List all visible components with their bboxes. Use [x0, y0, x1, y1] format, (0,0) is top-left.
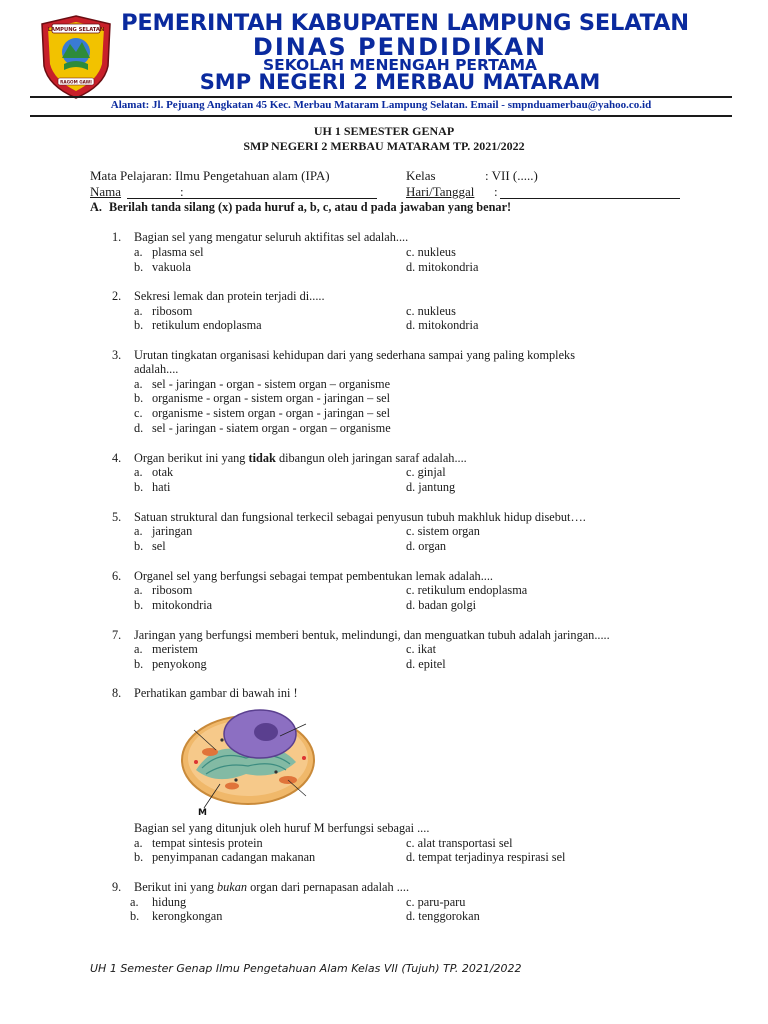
subject-label: Mata Pelajaran: Ilmu Pengetahuan alam (IPA) [90, 168, 330, 183]
option-c: c. alat transportasi sel [406, 836, 513, 850]
question-text: Sekresi lemak dan protein terjadi di..... [134, 289, 325, 303]
option-d: d. jantung [406, 480, 456, 494]
option-d: d. mitokondria [406, 318, 479, 332]
lampung-selatan-emblem [38, 14, 114, 100]
exam-subtitle: SMP NEGERI 2 MERBAU MATARAM TP. 2021/2022 [243, 139, 525, 153]
question-text-continued: Bagian sel yang ditunjuk oleh huruf M berfungsi sebagai .... [134, 821, 430, 835]
option-a: a. sel - jaringan - organ - sistem organ – organisme [134, 377, 391, 391]
question-number: 6. [112, 569, 122, 583]
school-address: Alamat: Jl. Pejuang Angkatan 45 Kec. Merbau Mataram Lampung Selatan. Email - smpnduamerbau@yahoo.co.id [110, 99, 652, 111]
name-underline [127, 198, 377, 199]
question-text: Perhatikan gambar di bawah ini ! [134, 686, 298, 700]
option-d: d. mitokondria [406, 260, 479, 274]
date-underline [500, 198, 680, 199]
option-b: b. retikulum endoplasma [134, 318, 262, 332]
option-b: b. hati [134, 480, 171, 494]
question-text: Berikut ini yang bukan organ dari pernapasan adalah .... [134, 880, 410, 894]
option-b: b. vakuola [134, 260, 191, 274]
option-d: d. tempat terjadinya respirasi sel [406, 850, 566, 864]
option-a: a. plasma sel [134, 245, 204, 259]
option-c: c. sistem organ [406, 524, 480, 538]
option-a: a. meristem [134, 642, 198, 656]
exam-title: UH 1 SEMESTER GENAP [313, 124, 455, 138]
option-b: b. sel [134, 539, 166, 553]
animal-cell-diagram [176, 700, 318, 816]
letterhead-rule-top [30, 96, 732, 98]
option-d: d. sel - jaringan - siatem organ - organ – organisme [134, 421, 391, 435]
school-type: SEKOLAH MENENGAH PERTAMA [262, 56, 538, 74]
question-text: Organel sel yang berfungsi sebagai tempat pembentukan lemak adalah.... [134, 569, 493, 583]
option-a: a. ribosom [134, 583, 193, 597]
question-number: 3. [112, 348, 122, 362]
office-name: DINAS PENDIDIKAN [252, 33, 548, 61]
figure-label-m: M [198, 808, 207, 816]
question-text: Urutan tingkatan organisasi kehidupan dari yang sederhana sampai yang paling kompleks [134, 348, 575, 362]
question-text: Jaringan yang berfungsi memberi bentuk, melindungi, dan menguatkan tubuh adalah jaringan..... [134, 628, 610, 642]
question-text: Bagian sel yang mengatur seluruh aktifitas sel adalah.... [134, 230, 409, 244]
school-name: SMP NEGERI 2 MERBAU MATARAM [199, 70, 601, 94]
option-a: a. tempat sintesis protein [134, 836, 263, 850]
option-d: d. badan golgi [406, 598, 477, 612]
option-a: a. ribosom [134, 304, 193, 318]
question-number: 7. [112, 628, 122, 642]
section-letter: A. [90, 200, 102, 214]
letterhead-rule-bottom [30, 115, 732, 117]
option-b: b. penyimpanan cadangan makanan [134, 850, 316, 864]
option-c: c. nukleus [406, 304, 456, 318]
option-b: b. mitokondria [134, 598, 213, 612]
name-label: Nama [90, 184, 122, 199]
government-name: PEMERINTAH KABUPATEN LAMPUNG SELATAN [121, 10, 689, 36]
option-c: c. ginjal [406, 465, 446, 479]
question-number: 2. [112, 289, 122, 303]
question-text: Satuan struktural dan fungsional terkecil sebagai penyusun tubuh makhluk hidup disebut…. [134, 510, 586, 524]
option-c: c. retikulum endoplasma [406, 583, 528, 597]
date-label: Hari/Tanggal [406, 184, 475, 199]
option-c: c. nukleus [406, 245, 456, 259]
option-d: d. epitel [406, 657, 446, 671]
option-b: b. organisme - organ - sistem organ - jaringan – sel [134, 391, 391, 405]
page-footer: UH 1 Semester Genap Ilmu Pengetahuan Alam Kelas VII (Tujuh) TP. 2021/2022 [90, 962, 522, 975]
option-c: c. paru-paru [406, 895, 466, 909]
question-number: 4. [112, 451, 122, 465]
option-b: b. penyokong [134, 657, 207, 671]
question-number: 1. [112, 230, 122, 244]
question-text: Organ berikut ini yang tidak dibangun oleh jaringan saraf adalah.... [134, 451, 467, 465]
question-number: 8. [112, 686, 122, 700]
option-c: c. ikat [406, 642, 437, 656]
svg-text:RAGOM GAWI: RAGOM GAWI [60, 79, 92, 85]
option-a: a. jaringan [134, 524, 193, 538]
option-c: c. organisme - sistem organ - organ - jaringan – sel [134, 406, 391, 420]
name-colon: : [180, 184, 184, 199]
option-d: d. tenggorokan [406, 909, 480, 923]
option-a: a. hidung [130, 895, 187, 909]
option-b: b. kerongkongan [130, 909, 223, 923]
class-label: Kelas [406, 168, 436, 183]
question-number: 9. [112, 880, 122, 894]
option-d: d. organ [406, 539, 447, 553]
question-text-continued: adalah.... [134, 362, 179, 376]
option-a: a. otak [134, 465, 174, 479]
class-value: : VII (.....) [485, 168, 538, 183]
svg-text:LAMPUNG SELATAN: LAMPUNG SELATAN [47, 27, 105, 33]
date-colon: : [494, 184, 498, 199]
question-number: 5. [112, 510, 122, 524]
section-instruction: Berilah tanda silang (x) pada huruf a, b, c, atau d pada jawaban yang benar! [109, 200, 512, 214]
